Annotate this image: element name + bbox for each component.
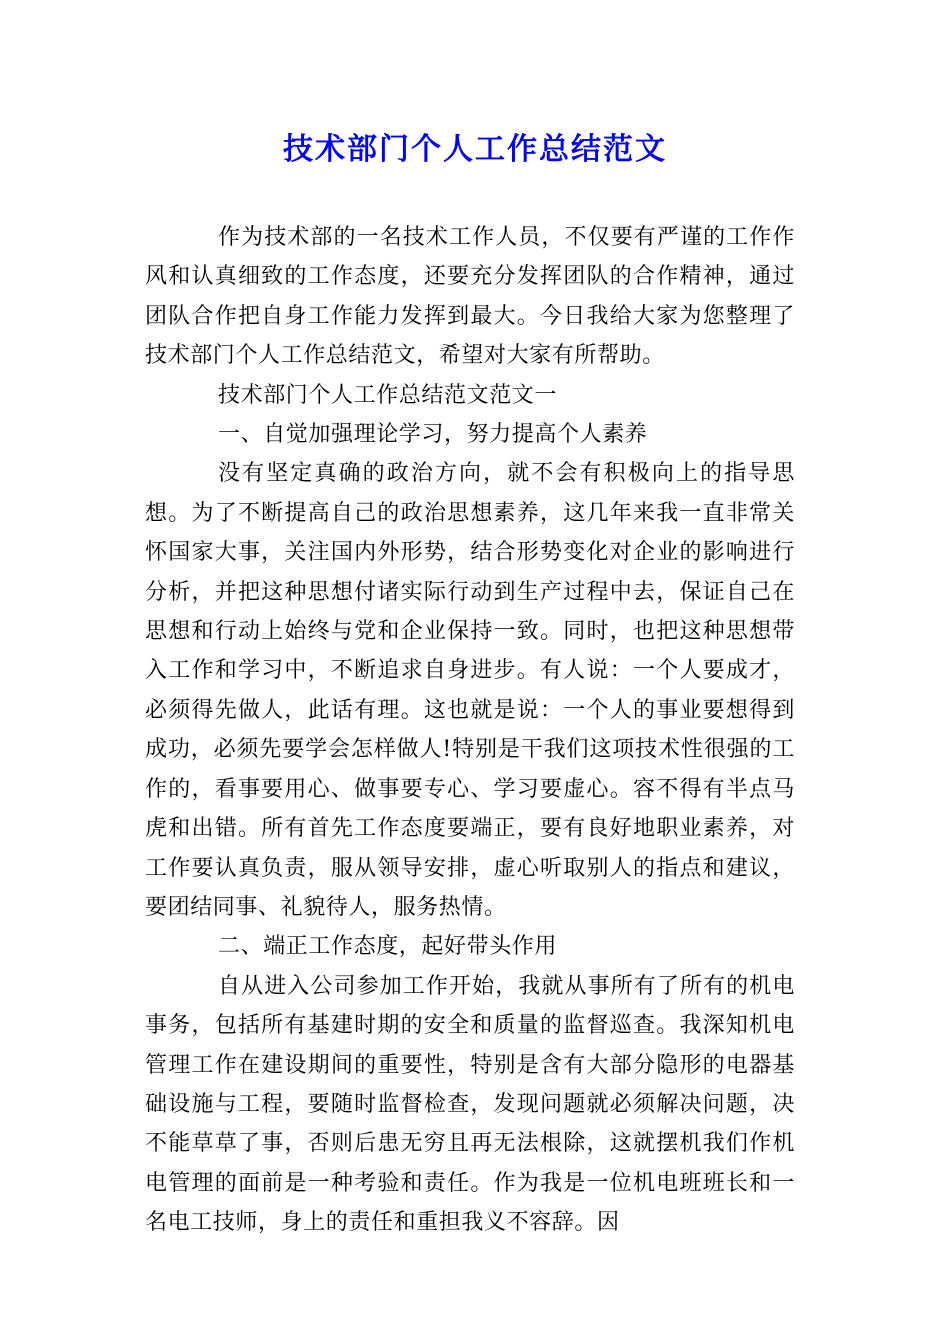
section-heading-theory-study: 一、自觉加强理论学习，努力提高个人素养	[218, 422, 648, 448]
body-paragraph-political-direction: 没有坚定真确的政治方向，就不会有积极向上的指导思想。为了不断提高自己的政治思想素养，这几年来我一直非常关怀国家大事，关注国内外形势，结合形势变化对企业的影响进行分析，并把这种思想付诸实际行动到生产过程中去，保证自己在思想和行动上始终与党和企业保持一致。同时，也把这种思想带入工作和学习中，不断追求自身进步。有人说：一个人要成才，必须得先做人，此话有理。这也就是说：一个人的事业要想得到成功，必须先要学会怎样做人!特别是干我们这项技术性很强的工作的，看事要用心、做事要专心、学习要虚心。容不得有半点马虎和出错。所有首先工作态度要端正，要有良好地职业素养，对工作要认真负责，服从领导安排，虚心听取别人的指点和建议，要团结同事、礼貌待人，服务热情。	[145, 461, 795, 920]
section-heading-sample-one: 技术部门个人工作总结范文范文一	[218, 382, 558, 408]
document-body	[145, 218, 795, 1243]
intro-paragraph: 作为技术部的一名技术工作人员，不仅要有严谨的工作作风和认真细致的工作态度，还要充分发挥团队的合作精神，通过团队合作把自身工作能力发挥到最大。今日我给大家为您整理了技术部门个人工作总结范文，希望对大家有所帮助。	[145, 225, 795, 369]
document-title: 技术部门个人工作总结范文	[283, 132, 667, 167]
section-heading-work-attitude: 二、端正工作态度，起好带头作用	[218, 934, 558, 960]
body-paragraph-electromechanical-work: 自从进入公司参加工作开始，我就从事所有了所有的机电事务，包括所有基建时期的安全和质量的监督巡查。我深知机电管理工作在建设期间的重要性，特别是含有大部分隐形的电器基础设施与工程，要随时监督检查，发现问题就必须解决问题，决不能草草了事，否则后患无穷且再无法根除，这就摆机我们作机电管理的面前是一种考验和责任。作为我是一位机电班班长和一名电工技师，身上的责任和重担我义不容辞。因	[145, 973, 795, 1236]
